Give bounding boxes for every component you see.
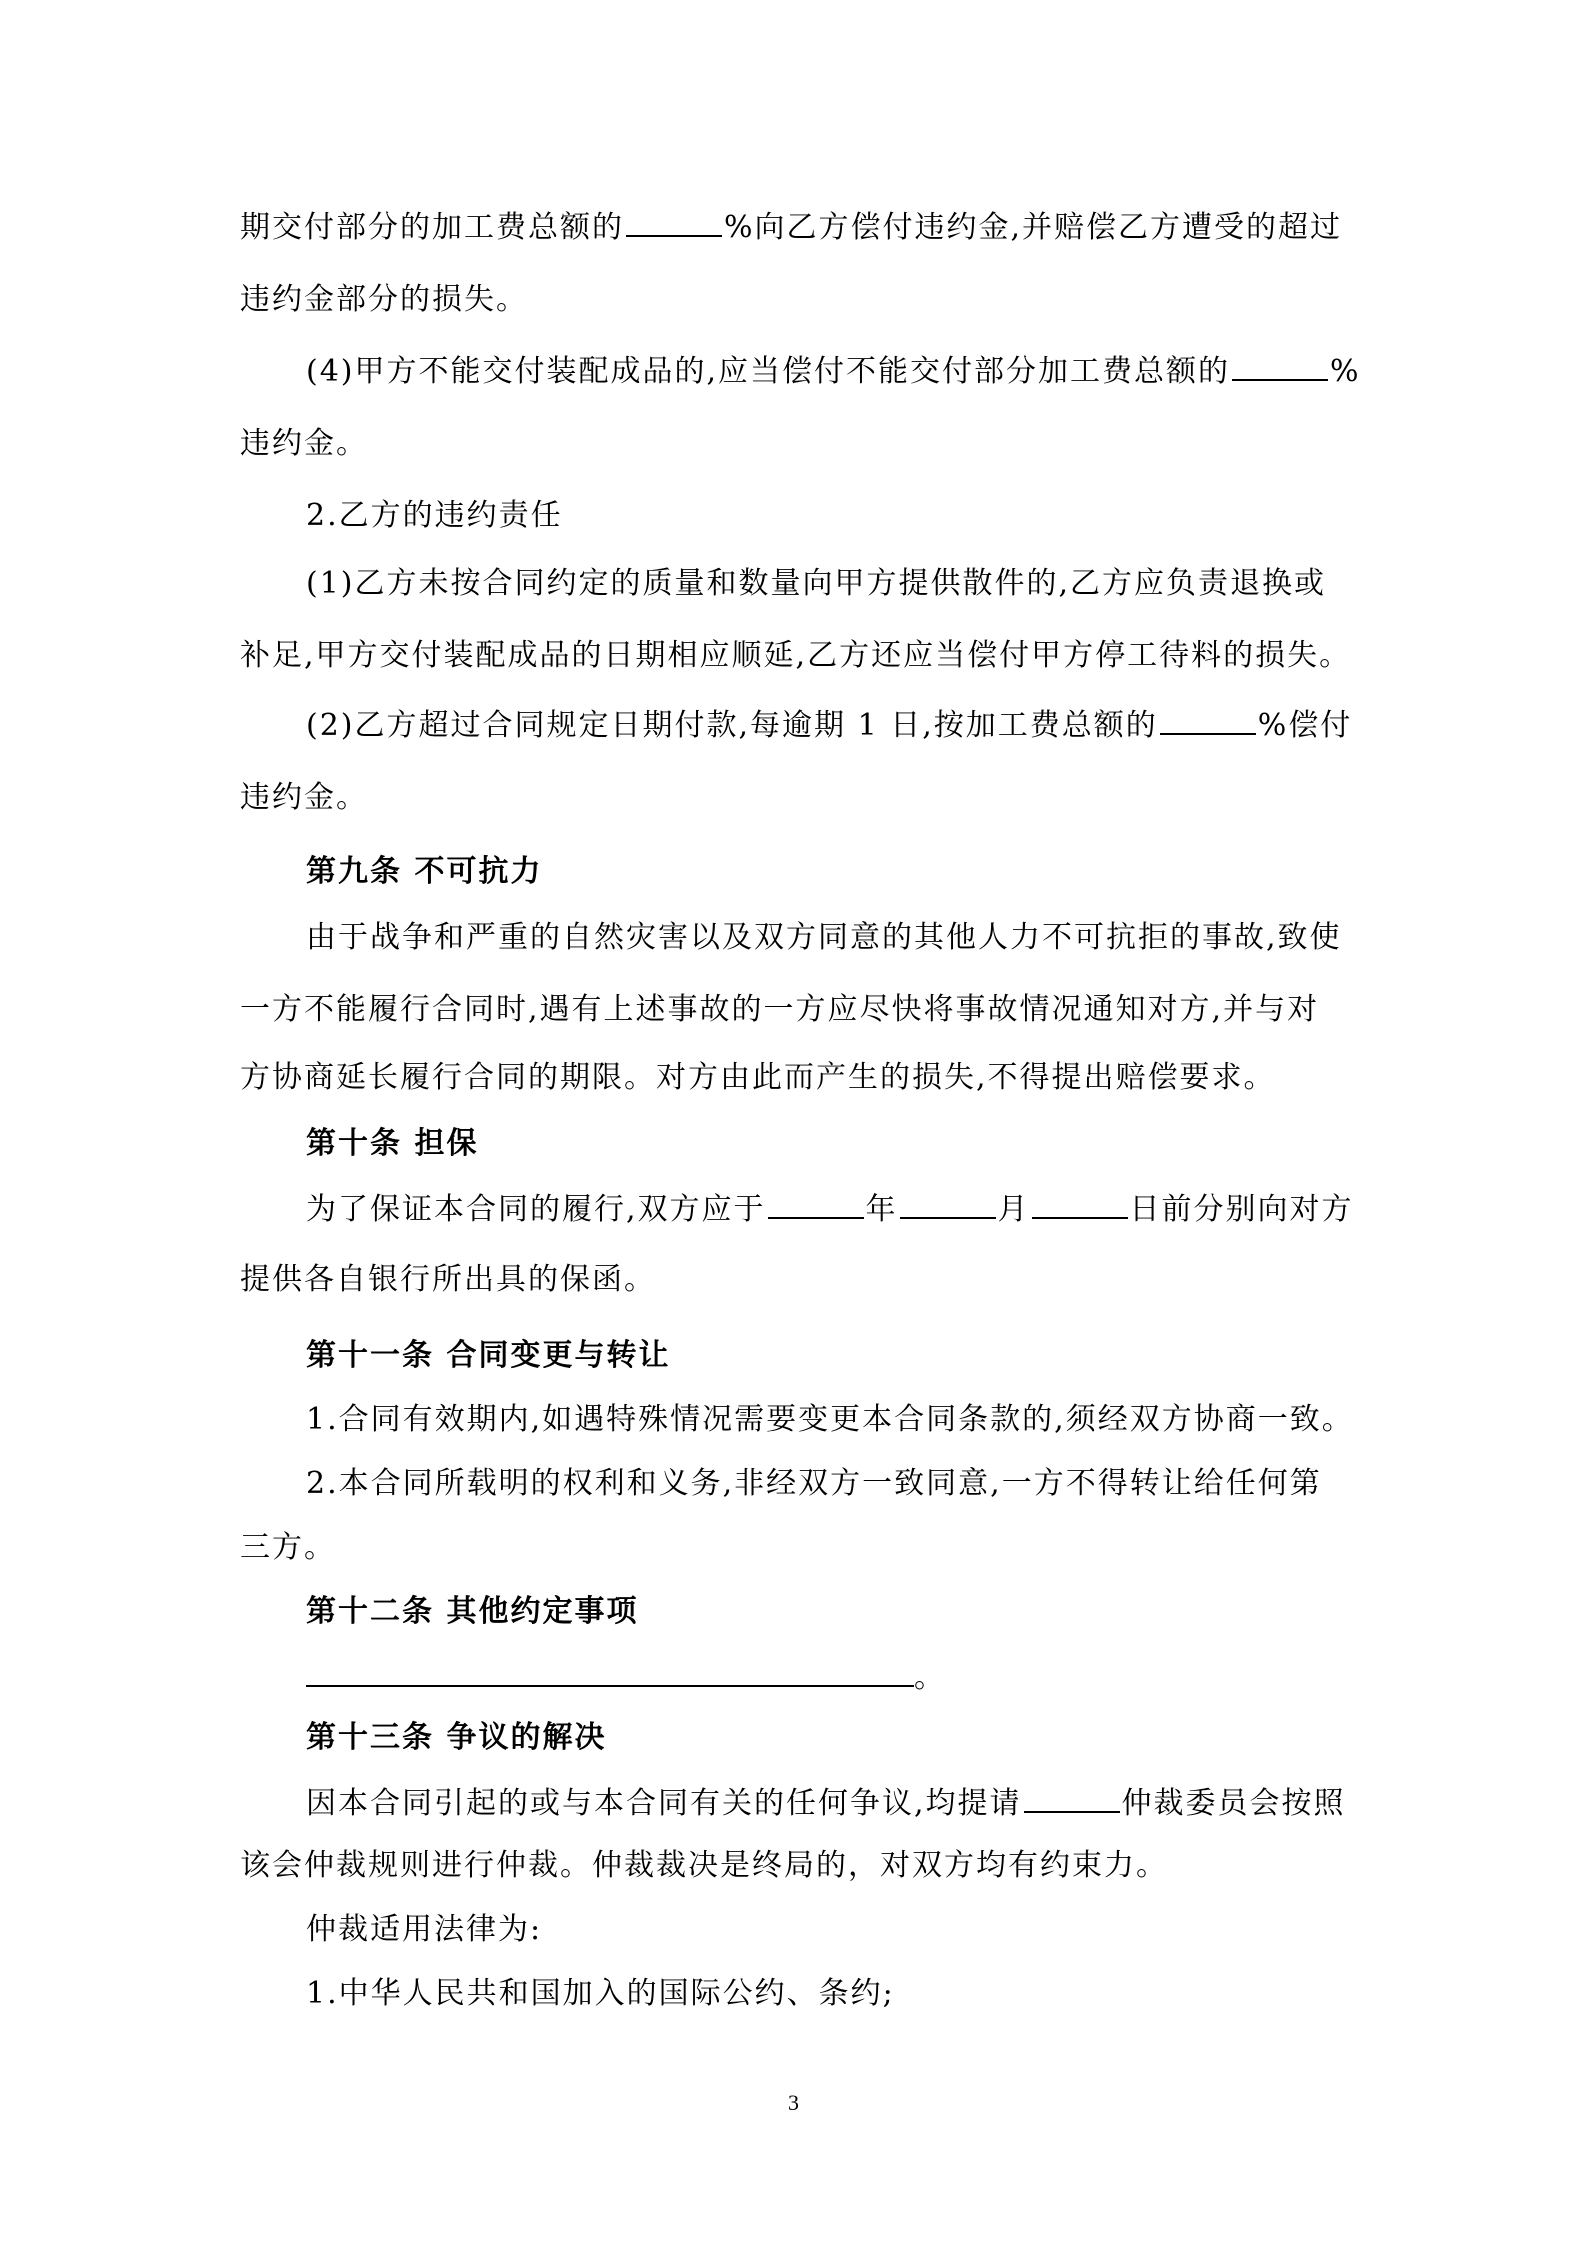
fill-blank [768,1191,864,1219]
text: 。 [914,1660,946,1695]
paragraph-line: 一方不能履行合同时,遇有上述事故的一方应尽快将事故情况通知对方,并与对 [240,992,1320,1027]
article-title: 第十二条 其他约定事项 [306,1594,639,1629]
fill-blank [306,1659,914,1687]
paragraph-line: (1)乙方未按合同约定的质量和数量向甲方提供散件的,乙方应负责退换或 [306,566,1327,601]
text: 为了保证本合同的履行,双方应于 [306,1192,766,1227]
paragraph-line [306,352,1361,392]
paragraph-line: 由于战争和严重的自然灾害以及双方同意的其他人力不可抗拒的事故,致使 [306,920,1342,955]
paragraph-line: 提供各自银行所出具的保函。 [240,1262,656,1297]
paragraph-line: 违约金。 [240,780,368,815]
page-number: 3 [788,2090,799,2115]
paragraph-line: 2.本合同所载明的权利和义务,非经双方一致同意,一方不得转让给任何第 [306,1466,1322,1501]
fill-blank [900,1191,996,1219]
text: 年 [865,1192,898,1227]
text: %偿付 [1257,708,1353,743]
text: %向乙方偿付违约金,并赔偿乙方遭受的超过 [724,210,1343,245]
paragraph-line: 补足,甲方交付装配成品的日期相应顺延,乙方还应当偿付甲方停工待料的损失。 [240,638,1352,673]
paragraph-line: 违约金部分的损失。 [240,282,528,317]
article-title: 第十一条 合同变更与转让 [306,1338,671,1373]
fill-blank [1232,353,1328,381]
article-title: 第十条 担保 [306,1126,479,1161]
paragraph-line: 违约金。 [240,426,368,461]
text: 月 [997,1192,1030,1227]
fill-blank [1032,1191,1128,1219]
paragraph-line: 1.合同有效期内,如遇特殊情况需要变更本合同条款的,须经双方协商一致。 [306,1402,1354,1437]
text: (4)甲方不能交付装配成品的,应当偿付不能交付部分加工费总额的 [306,354,1231,389]
article-title: 第十三条 争议的解决 [306,1720,607,1755]
paragraph-line: 方协商延长履行合同的期限。对方由此而产生的损失,不得提出赔偿要求。 [240,1060,1276,1095]
fill-blank [626,209,722,237]
text: % [1330,354,1361,389]
text: (2)乙方超过合同规定日期付款,每逾期 1 日,按加工费总额的 [306,708,1158,743]
paragraph-line: 仲裁适用法律为: [306,1912,543,1947]
text: 因本合同引起的或与本合同有关的任何争议,均提请 [306,1786,1022,1821]
paragraph-line: 1.中华人民共和国加入的国际公约、条约; [306,1976,895,2011]
text: 仲裁委员会按照 [1121,1786,1346,1821]
section-title: 2.乙方的违约责任 [306,498,563,533]
text: 日前分别向对方 [1129,1192,1354,1227]
paragraph-line [306,706,1352,746]
paragraph-line [306,1190,1354,1230]
text: 期交付部分的加工费总额的 [240,210,624,245]
paragraph-line: 三方。 [240,1530,336,1565]
fill-blank [1160,707,1256,735]
fill-blank [1024,1785,1120,1813]
article-title: 第九条 不可抗力 [306,854,543,889]
paragraph-line [306,1658,946,1698]
paragraph-line [240,208,1342,248]
paragraph-line: 该会仲裁规则进行仲裁。仲裁裁决是终局的，对双方均有约束力。 [240,1848,1168,1883]
paragraph-line [306,1784,1346,1824]
